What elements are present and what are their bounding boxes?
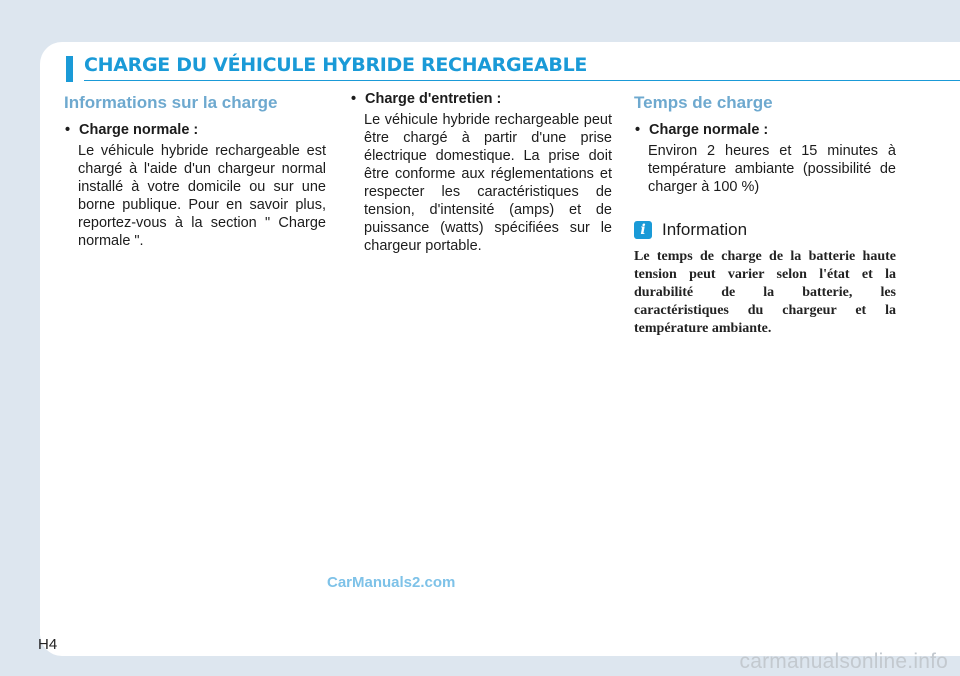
bullet-text: Le véhicule hybride rechargeable peut être chargé à partir d'une prise électrique domestique. La prise doit être conforme aux réglementations et respecter les caractéristiques de tension, d'intensité (amps) et de puissance (watts) spécifiées sur le chargeur portable. [364,112,612,254]
info-icon: i [634,221,652,239]
heading-charge-time: Temps de charge [634,93,773,112]
bullet-text: Le véhicule hybride rechargeable est chargé à l'aide d'un chargeur normal installé à votre domicile ou sur une borne publique. Pour en savoir plus, reportez-vous à la section " Charge normale ". [78,143,326,249]
bullet-title: Charge d'entretien : [365,91,502,107]
info-box-header [634,218,896,242]
bullet-dot: • [635,122,641,138]
column-charging-info [64,90,326,250]
title-accent-bar [66,56,73,82]
info-title: Information [662,220,748,239]
info-text: Le temps de charge de la batterie haute tension peut varier selon l'état et la durabilité de la batterie, les caractéristiques du chargeur et la température ambiante. [634,249,896,336]
column-maintenance-charge [350,90,612,255]
title-underline [84,80,960,81]
bullet-dot: • [351,91,357,107]
bullet-dot: • [65,122,71,138]
bullet-normal-charge-time [634,121,896,139]
bullet-title: Charge normale : [79,122,199,138]
footer-watermark: carmanualsonline.info [739,650,948,673]
page-number: H4 [38,636,58,653]
bullet-normal-charge [64,121,326,139]
watermark-link[interactable]: CarManuals2.com [327,574,456,591]
heading-charging-info: Informations sur la charge [64,93,278,112]
section-title: CHARGE DU VÉHICULE HYBRIDE RECHARGEABLE [84,54,588,76]
bullet-text: Environ 2 heures et 15 minutes à température ambiante (possibilité de charger à 100 %) [648,143,896,195]
bullet-title: Charge normale : [649,122,769,138]
bullet-maintenance-charge [350,90,612,108]
column-charge-time [634,90,896,338]
